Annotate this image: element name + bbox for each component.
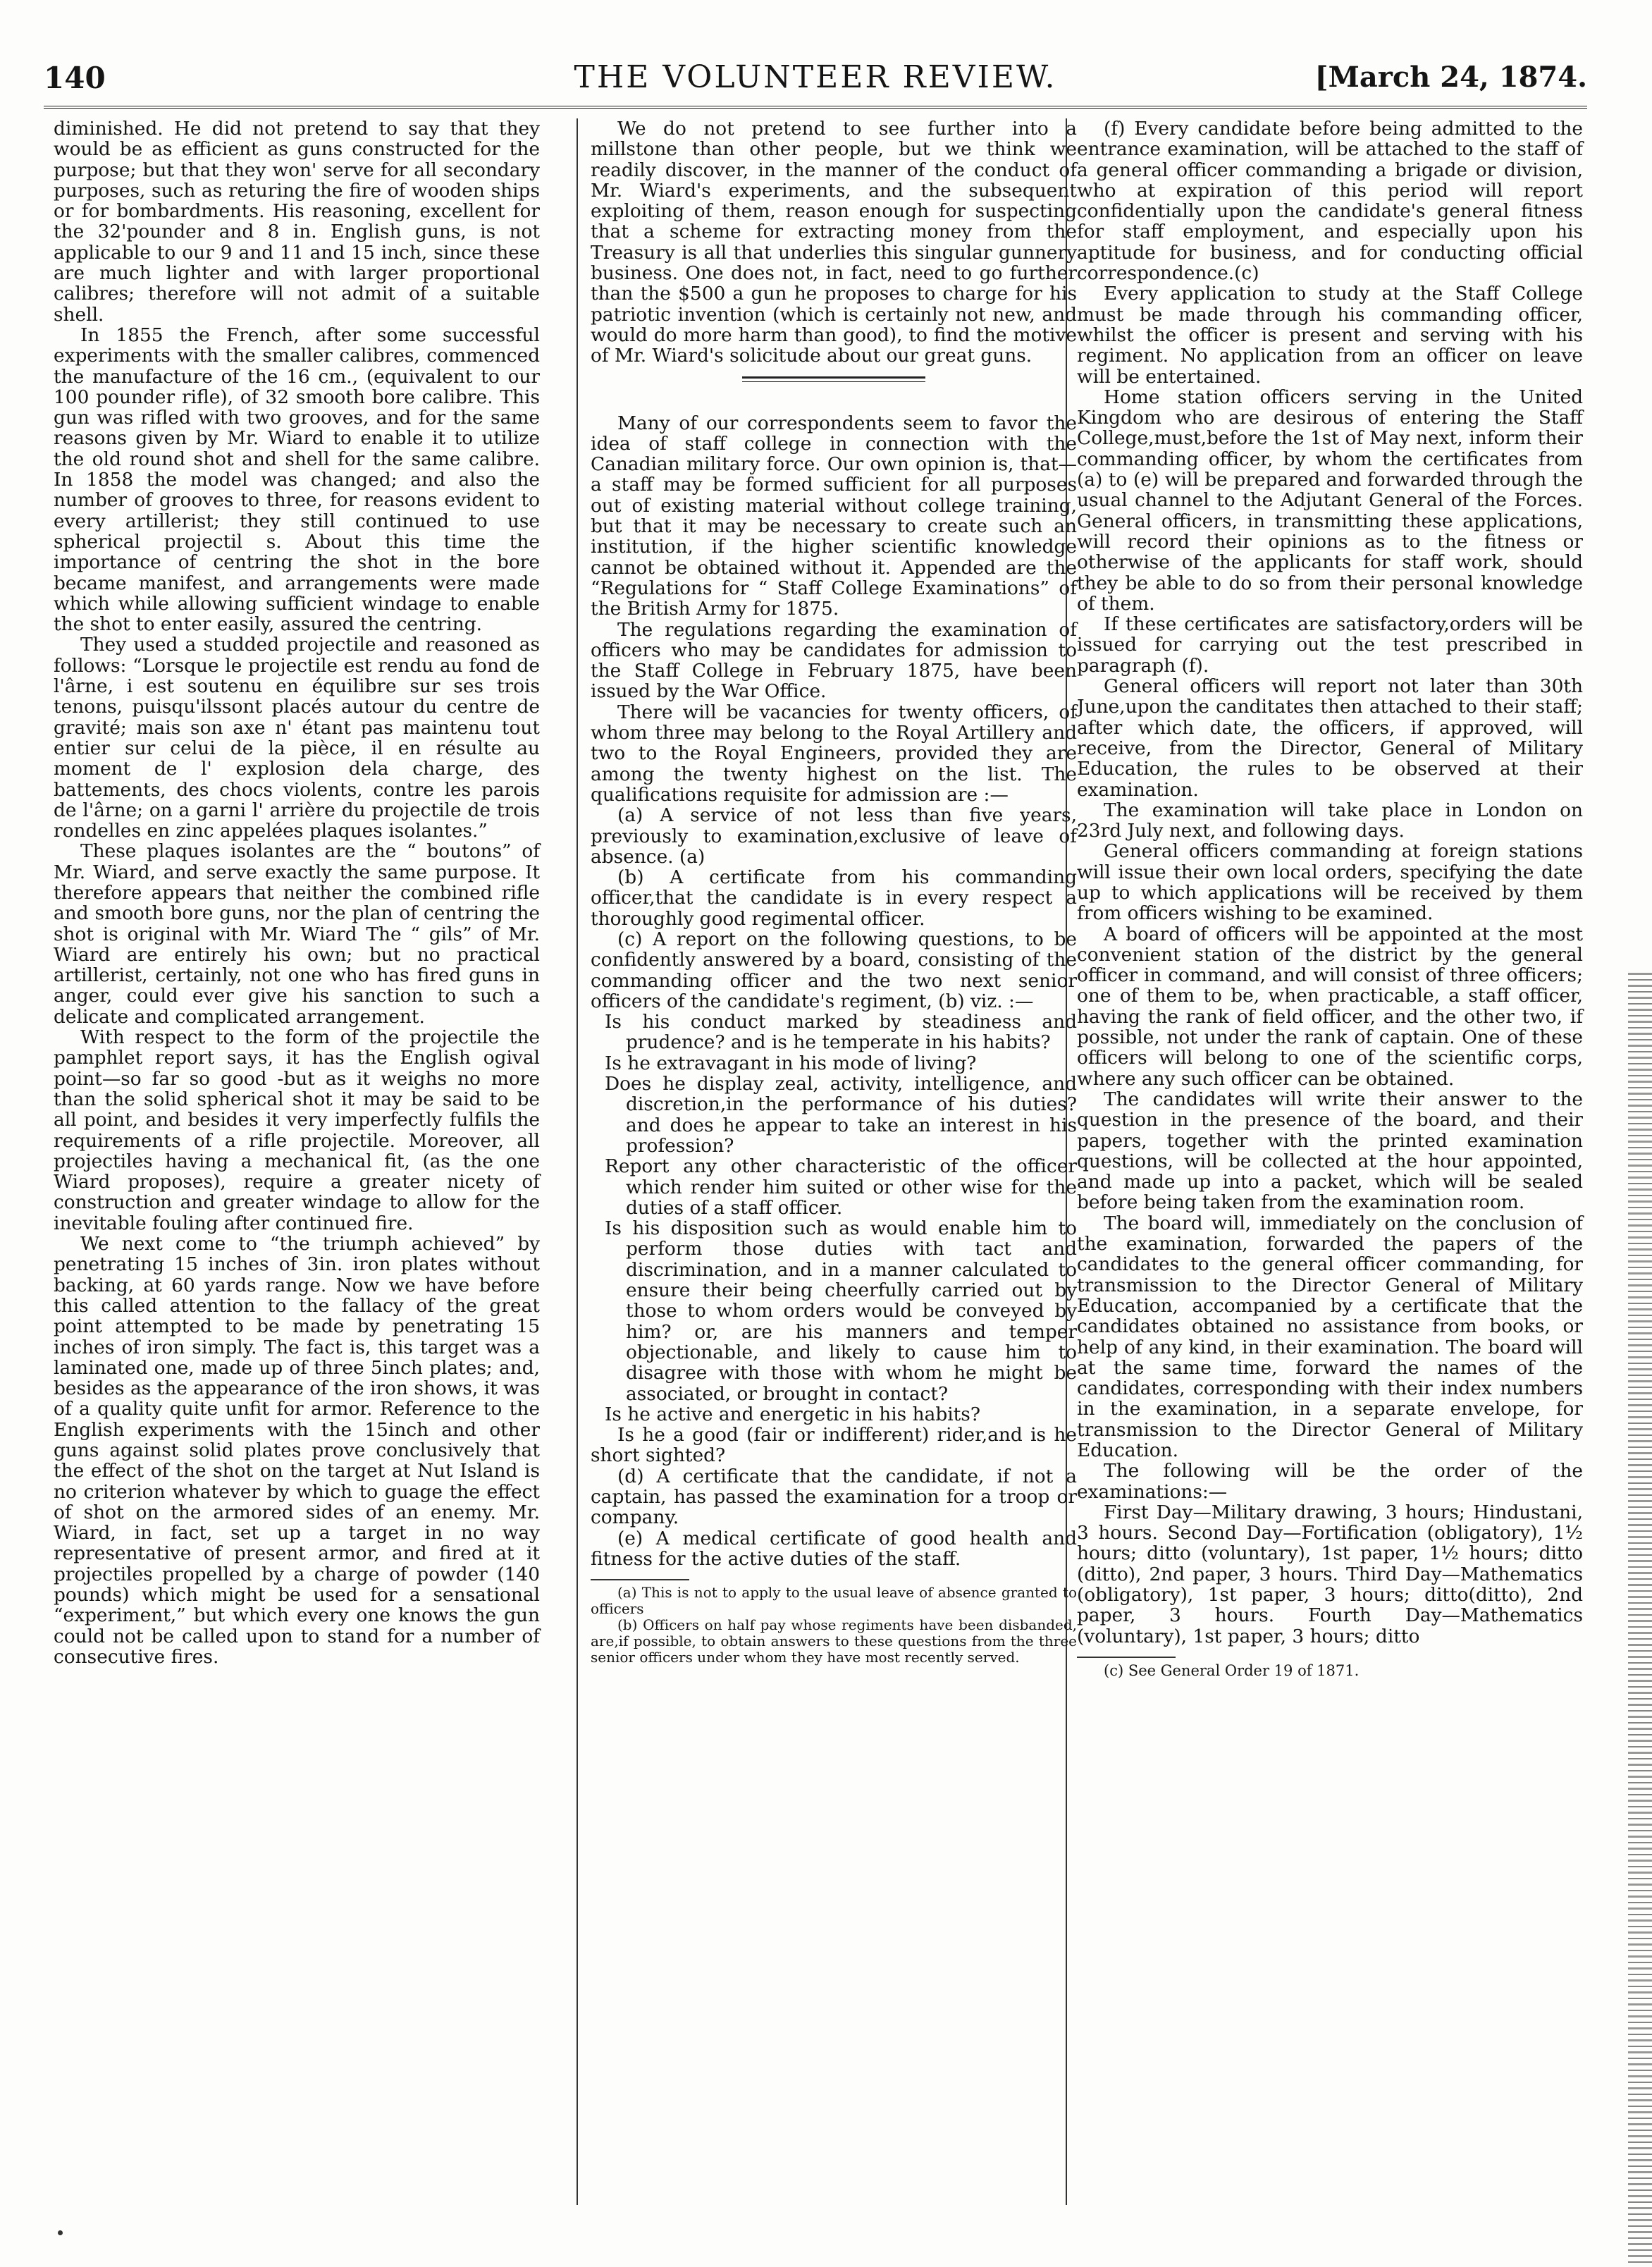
paragraph: (b) A certificate from his commanding officer,that the candidate is in every respect a thoroughly good regimental officer. bbox=[591, 866, 1077, 930]
paragraph: If these certificates are satisfactory,orders will be issued for carrying out the test prescribed in paragraph (f). bbox=[1077, 613, 1583, 677]
question-item: Is his conduct marked by steadiness and prudence? and is he temperate in his habits? bbox=[605, 1011, 1077, 1054]
footnote: (a) This is not to apply to the usual leave of absence granted to officers bbox=[591, 1584, 1077, 1618]
footnote-rule bbox=[1077, 1657, 1176, 1658]
paragraph: We next come to “the triumph achieved” by penetrating 15 inches of 3in. iron plates without backing, at 60 yards range. Now we have before this called attention to the fallacy of the great point attempted to be made by penetrating 15 inches of iron simply. The fact is, this target was a laminated one, made up of three 5inch plates; and, besides as the appearance of the iron shows, it was of a quality quite unfit for armor. Reference to the English experiments with the 15inch and other guns against solid plates prove conclusively that the effect of the shot on the target at Nut Island is no criterion whatever by which to guage the effect of shot on the armored sides of an enemy. Mr. Wiard, in fact, set up a target in no way representative of present armor, and fired at it projectiles propelled by a charge of powder (140 pounds) which might be used for a sensational “experiment,” but which every one knows the gun could not be called upon to stand for a number of consecutive fires. bbox=[54, 1233, 540, 1668]
footnote-rule bbox=[591, 1579, 689, 1580]
header-rule bbox=[44, 106, 1587, 109]
paragraph: Every application to study at the Staff College must be made through his commanding officer, whilst the officer is present and serving with his regiment. No application from an officer on leave will be entertained. bbox=[1077, 283, 1583, 388]
paragraph: (d) A certificate that the candidate, if not a captain, has passed the examination for a troop or company. bbox=[591, 1465, 1077, 1529]
paragraph: They used a studded projectile and reasoned as follows: “Lorsque le projectile est rendu au fond de l'ârne, i est soutenu en équilibre sur ses trois tenons, puisqu'ilssont placés autour du centre de gravité; mais son axe n' étant pas maintenu tout entier sur celui de la pièce, il en résulte au moment de l' explosion dela charge, des battements, des chocs violents, contre les parois de l'ârne; on a garni l' arrière du projectile de trois rondelles en zinc appelées plaques isolantes.” bbox=[54, 634, 540, 842]
paragraph: The following will be the order of the examinations:— bbox=[1077, 1460, 1583, 1503]
page-header bbox=[44, 55, 1587, 104]
section-separator bbox=[742, 376, 925, 382]
paragraph: The examination will take place in London on 23rd July next, and following days. bbox=[1077, 799, 1583, 842]
paragraph: A board of officers will be appointed at the most convenient station of the district by the general officer in command, and will consist of three officers; one of them to be, when practicable, a staff officer, having the rank of field officer, and the other two, if possible, not under the rank of captain. One of these officers will belong to one of the scientific corps, where any such officer can be obtained. bbox=[1077, 923, 1583, 1090]
column-rule-1 bbox=[577, 118, 578, 2205]
question-item: Is he extravagant in his mode of living? bbox=[605, 1052, 977, 1074]
paragraph: Is he a good (fair or indifferent) rider,and is he short sighted? bbox=[591, 1424, 1077, 1467]
paragraph: (c) A report on the following questions, to be confidently answered by a board, consisting of the commanding officer and the two next senior officers of the candidate's regiment, (b) viz. :— bbox=[591, 928, 1077, 1012]
issue-date: [March 24, 1874. bbox=[1314, 61, 1587, 94]
page-number: 140 bbox=[44, 61, 106, 95]
paragraph: We do not pretend to see further into a millstone than other people, but we think we readily discover, in the manner of the conduct of Mr. Wiard's experiments, and the subsequent exploiting of them, reason enough for suspecting that a scheme for extracting money from the Treasury is all that underlies this singular gunnery business. One does not, in fact, need to go further than the $500 a gun he proposes to charge for his patriotic invention (which is certainly not new, and would do more harm than good), to find the motive of Mr. Wiard's solicitude about our great guns. bbox=[591, 118, 1077, 367]
paragraph: diminished. He did not pretend to say that they would be as efficient as guns constructed for the purpose; but that they won' serve for all secondary purposes, such as returing the fire of wooden ships or for bombardments. His reasoning, excellent for the 32'pounder and 8 in. English guns, is not applicable to our 9 and 11 and 15 inch, since these are much lighter and with larger proportional calibres; therefore will not admit of a suitable shell. bbox=[54, 118, 540, 326]
paragraph: With respect to the form of the projectile the pamphlet report says, it has the English ogival point—so far so good -but as it weighs no more than the solid spherical shot it may be said to be all point, and besides it very imperfectly fulfils the requirements of a rifle projectile. Moreover, all projectiles having a mechanical fit, (as the one Wiard proposes), require a greater nicety of construction and greater windage to allow for the inevitable fouling after continued fire. bbox=[54, 1026, 540, 1234]
ink-spot bbox=[58, 2230, 63, 2235]
paragraph: Many of our correspondents seem to favor the idea of staff college in connection with the Canadian military force. Our own opinion is, that—a staff may be formed sufficient for all purposes out of existing material without college training, but that it may be necessary to create such an institution, if the higher scientific knowledge cannot be obtained without it. Appended are the “Regulations for “ Staff College Examinations” of the British Army for 1875. bbox=[591, 412, 1077, 620]
footnote: (c) See General Order 19 of 1871. bbox=[1104, 1661, 1360, 1679]
paragraph: Home station officers serving in the United Kingdom who are desirous of entering the Staff College,must,before the 1st of May next, inform their commanding officer, by whom the certificates from (a) to (e) will be prepared and forwarded through the usual channel to the Adjutant General of the Forces. General officers, in transmitting these applications, will record their opinions as to the fitness or otherwise of the applicants for staff work, should they be able to do so from their personal knowledge of them. bbox=[1077, 386, 1583, 615]
question-item: Does he display zeal, activity, intelligence, and discretion,in the performance of his duties? and does he appear to take an interest in his profession? bbox=[605, 1073, 1077, 1157]
paragraph: The candidates will write their answer to the question in the presence of the board, and their papers, together with the printed examination questions, will be collected at the hour appointed, and made up into a packet, which will be sealed before being taken from the examination room. bbox=[1077, 1088, 1583, 1214]
paragraph: First Day—Military drawing, 3 hours; Hindustani, 3 hours. Second Day—Fortification (obligatory), 1½ hours; ditto (voluntary), 1st paper, 1½ hours; ditto (ditto), 2nd paper, 3 hours. Third Day—Mathematics (obligatory), 1st paper, 3 hours; ditto(ditto), 2nd paper, 3 hours. Fourth Day—Mathematics (voluntary), 1st paper, 3 hours; ditto bbox=[1077, 1501, 1583, 1647]
question-item: Report any other characteristic of the officer which render him suited or other wise for the duties of a staff officer. bbox=[605, 1155, 1077, 1219]
paragraph: There will be vacancies for twenty officers, of whom three may belong to the Royal Artillery and two to the Royal Engineers, provided they are among the twenty highest on the list. The qualifications requisite for admission are :— bbox=[591, 701, 1077, 806]
paragraph: (f) Every candidate before being admitted to the entrance examination, will be attached to the staff of a general officer commanding a brigade or division, who at expiration of this period will report confidentially upon the candidate's general fitness for staff employment, and especially upon his aptitude for business, and for conducting official correspondence.(c) bbox=[1077, 118, 1583, 285]
paragraph: These plaques isolantes are the “ boutons” of Mr. Wiard, and serve exactly the same purpose. It therefore appears that neither the combined rifle and smooth bore guns, nor the plan of centring the shot is original with Mr. Wiard The “ gils” of Mr. Wiard are entirely his own; but no practical artillerist, certainly, not one who has fired guns in anger, could ever give his sanction to such a delicate and complicated arrangement. bbox=[54, 840, 540, 1028]
paragraph: The board will, immediately on the conclusion of the examination, forwarded the papers of the candidates to the general officer commanding, for transmission to the Director General of Military Education, accompanied by a certificate that the candidates obtained no assistance from books, or help of any kind, in their examination. The board will at the same time, forward the names of the candidates, corresponding with their index numbers in the examination, in a separate envelope, for transmission to the Director General of Military Education. bbox=[1077, 1212, 1583, 1461]
paragraph: General officers will report not later than 30th June,upon the canditates then attached to their staff; after which date, the officers, if approved, will receive, from the Director, General of Military Education, the rules to be observed at their examination. bbox=[1077, 675, 1583, 801]
question-item: Is he active and energetic in his habits? bbox=[605, 1403, 980, 1425]
paragraph: (e) A medical certificate of good health and fitness for the active duties of the staff. bbox=[591, 1527, 1077, 1570]
column-2 bbox=[591, 118, 1077, 2163]
paragraph: In 1855 the French, after some successful experiments with the smaller calibres, commenced the manufacture of the 16 cm., (equivalent to our 100 pounder rifle), of 32 smooth bore calibre. This gun was rifled with two grooves, and for the same reasons given by Mr. Wiard to enable it to utilize the old round shot and shell for the same calibre. In 1858 the model was changed; and also the number of grooves to three, for reasons evident to every artillerist; they still continued to use spherical projectil s. About this time the importance of centring the shot in the bore became manifest, and arrangements were made which while allowing sufficient windage to enable the shot to enter easily, assured the centring. bbox=[54, 324, 540, 636]
paragraph: General officers commanding at foreign stations will issue their own local orders, specifying the date up to which applications will be received by them from officers wishing to be examined. bbox=[1077, 840, 1583, 925]
masthead-title: THE VOLUNTEER REVIEW. bbox=[574, 59, 1057, 95]
scan-edge-artifact bbox=[1628, 973, 1652, 2263]
column-1 bbox=[54, 118, 540, 2191]
column-3 bbox=[1077, 118, 1583, 2163]
paragraph: (a) A service of not less than five years, previously to examination,exclusive of leave of absence. (a) bbox=[591, 804, 1077, 868]
paragraph: The regulations regarding the examination of officers who may be candidates for admission to the Staff College in February 1875, have been issued by the War Office. bbox=[591, 618, 1077, 703]
question-item: Is his disposition such as would enable him to perform those duties with tact and discrimination, and in a manner calculated to ensure their being cheerfully carried out by those to whom orders would be conveyed by him? or, are his manners and temper objectionable, and likely to cause him to disagree with those with whom he might be associated, or brought in contact? bbox=[605, 1217, 1077, 1405]
footnote: (b) Officers on half pay whose regiments have been disbanded, are,if possible, to obtain answers to these questions from the three senior officers under whom they have most recently served. bbox=[591, 1616, 1077, 1666]
